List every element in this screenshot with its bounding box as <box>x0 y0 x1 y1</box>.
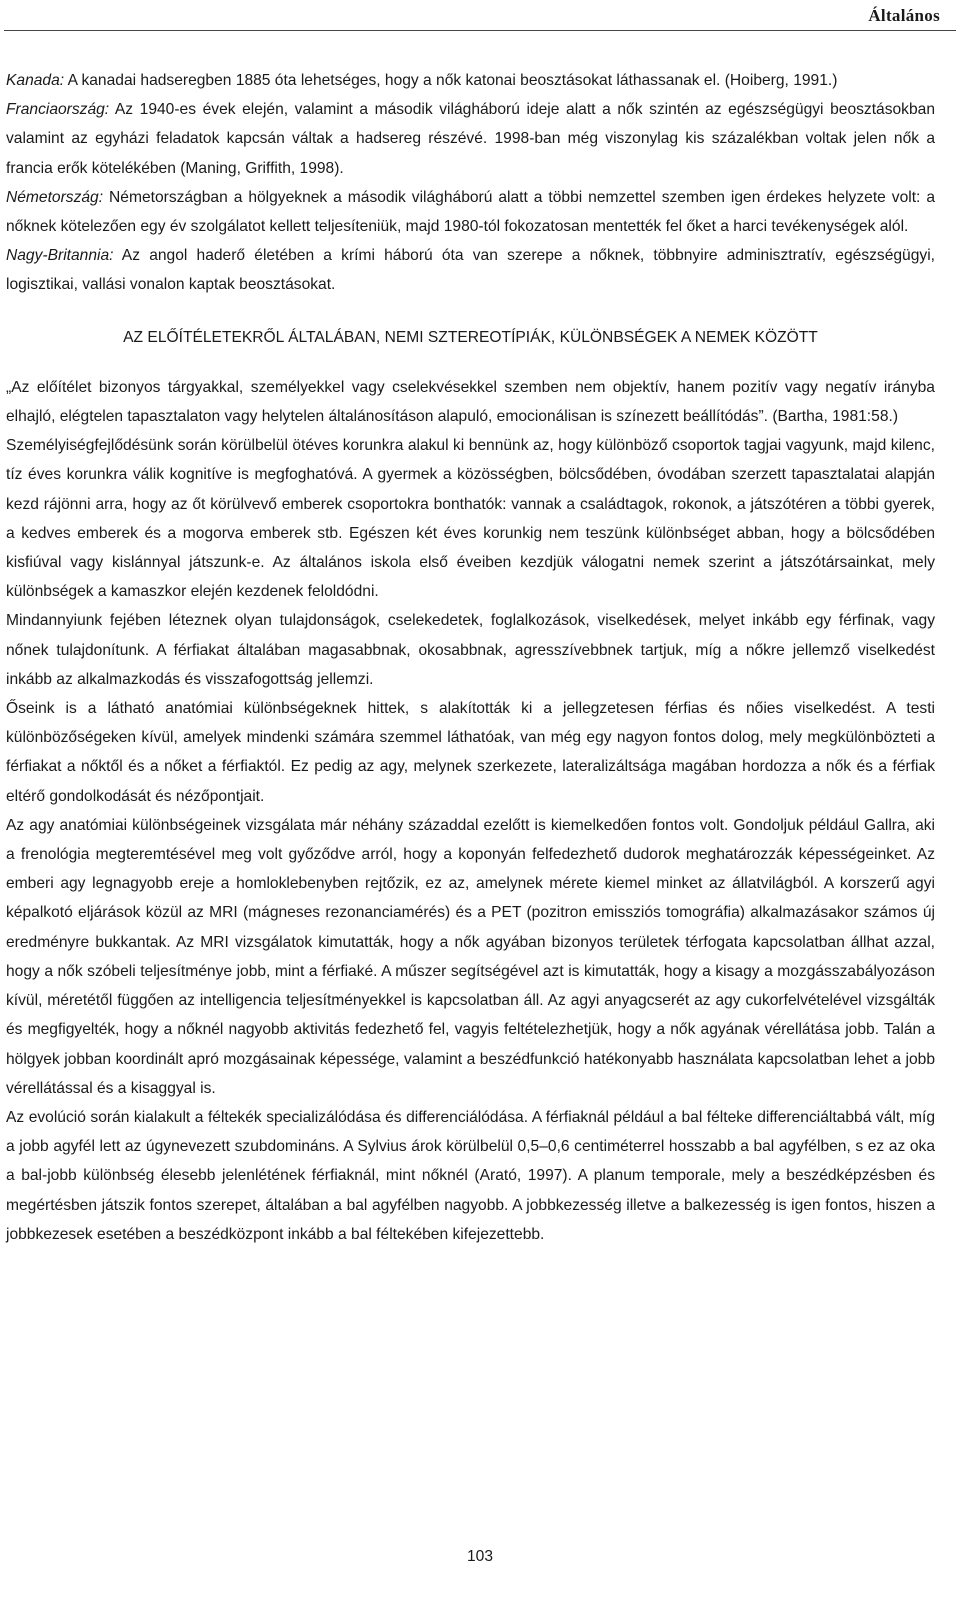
body-paragraph: Személyiségfejlődésünk során körülbelül ötéves korunkra alakul ki bennünk az, hogy különböző csoportok tagjai vagyunk, majd kilenc, tíz éves korunkra válik kognitíve is megfoghatóvá. A gyermek a közösségben, bölcsődében, óvodában szerzett tapasztalatai alapján kezd rájönni arra, hogy az őt körülvevő emberek csoportokra bonthatók: vannak a családtagok, rokonok, a játszótéren a többi gyerek, a kedves emberek és a mogorva emberek stb. Egészen két éves korunkig nem teszünk különbséget abban, hogy a bölcsődében kisfiúval vagy kislánnyal játszunk-e. Az általános iskola első éveiben kezdjük válogatni nemek szerint a játszótársainkat, mely különbségek a kamaszkor elején kezdenek feloldódni. <box>6 437 935 601</box>
page-content <box>6 66 935 1249</box>
country-name: Németország: <box>6 188 104 206</box>
country-paragraph-france <box>6 95 935 183</box>
body-paragraph: Őseink is a látható anatómiai különbségeknek hittek, s alakították ki a jellegzetesen férfias és nőies viselkedést. A testi különbözőségeken kívül, amelyek mindenki számára szemmel láthatóak, van még egy nagyon fontos dolog, mely megkülönbözteti a férfiakat a nőktől és a nőket a férfiaktól. Ez pedig az agy, melynek szerkezete, lateralizáltsága magában hordozza a nők és a férfiak eltérő gondolkodását és nézőpontjait. <box>6 700 935 805</box>
body-paragraph: „Az előítélet bizonyos tárgyakkal, személyekkel vagy cselekvésekkel szemben nem objektív, hanem pozitív vagy negatív irányba elhajló, elégtelen tapasztalaton vagy helytelen általánosításon alapuló, emocionálisan is színezett beállítódás”. (Bartha, 1981:58.) <box>6 378 935 426</box>
country-name: Franciaország: <box>6 101 110 119</box>
country-text: Az angol haderő életében a krími háború óta van szerepe a nőknek, többnyire adminisztratív, egészségügyi, logisztikai, vallási vonalon kaptak beosztásokat. <box>6 247 935 294</box>
running-title: Általános <box>868 6 940 25</box>
country-paragraph-britain <box>6 241 935 299</box>
country-paragraph-germany <box>6 183 935 241</box>
header-rule <box>4 30 956 31</box>
page-header <box>0 0 960 40</box>
country-text: A kanadai hadseregben 1885 óta lehetséges, hogy a nők katonai beosztásokat láthassanak el. (Hoiberg, 1991.) <box>64 72 838 89</box>
body-paragraph: Az agy anatómiai különbségeinek vizsgálata már néhány századdal ezelőtt is kiemelkedően fontos volt. Gondoljuk például Gallra, aki a frenológia megteremtésével meg volt győződve arról, hogy a koponyán felfedezhető dudorok meghatározzák képességeinket. Az emberi agy legnagyobb ereje a homloklebenyben rejtőzik, ez az, amelynek mérete kiemel minket az állatvilágból. A korszerű agyi képalkotó eljárások közül az MRI (mágneses rezonanciamérés) és a PET (pozitron emissziós tomográfia) alkalmazásakor számos új eredményre bukkantak. Az MRI vizsgálatok kimutatták, hogy a nők agyában bizonyos területek térfogata kapcsolatban állhat azzal, hogy a nők szóbeli teljesítménye jobb, mint a férfiaké. A műszer segítségével azt is kimutatták, hogy a kisagy a mozgásszabályozáson kívül, méretétől függően az intelligencia teljesítményekkel is kapcsolatban áll. Az agyi anyagcserét az agy cukorfelvételével vizsgálták és megfigyelték, hogy a nőknél nagyobb aktivitás fedezhető fel, vagyis feltételezhetjük, hogy a nők agyának vérellátása jobb. Talán a hölgyek jobban koordinált apró mozgásainak képessége, valamint a beszédfunkció hatékonyabb használata kapcsolatban lehet a jobb vérellátással és a kisaggyal is. <box>6 816 935 1097</box>
country-name: Nagy-Britannia: <box>6 247 114 265</box>
country-text: Németországban a hölgyeknek a második világháború alatt a többi nemzettel szemben igen érdekes helyzete volt: a nőknek kötelezően egy év szolgálatot kellett teljesíteniük, majd 1980-tól fokozatosan mentették fel őket a harci tevékenységek alól. <box>6 188 935 236</box>
section-heading: AZ ELŐÍTÉLETEKRŐL ÁLTALÁBAN, NEMI SZTEREOTÍPIÁK, KÜLÖNBSÉGEK A NEMEK KÖZÖTT <box>123 328 818 346</box>
body-paragraph: Az evolúció során kialakult a féltekék specializálódása és differenciálódása. A férfiaknál például a bal félteke differenciáltabbá vált, míg a jobb agyfél lett az úgynevezett szubdomináns. A Sylvius árok körülbelül 0,5–0,6 centiméterrel hosszabb a bal agyfélben, s ez az oka a bal-jobb különbség élesebb jelenlétének férfiaknál, mint nőknél (Arató, 1997). A planum temporale, mely a beszédképzésben és megértésben játszik fontos szerepet, általában a bal agyfélben nagyobb. A jobbkezesség illetve a balkezesség is igen fontos, hiszen a jobbkezesek esetében a beszédközpont inkább a bal féltekében kifejezettebb. <box>6 1108 935 1243</box>
country-name: Kanada: <box>6 72 65 89</box>
country-paragraph-canada <box>6 66 935 95</box>
page-number: 103 <box>466 1548 494 1565</box>
country-text: Az 1940-es évek elején, valamint a második világháború ideje alatt a nők szintén az egészségügyi beosztásokban valamint az egyházi feladatok kapcsán váltak a hadsereg részévé. 1998-ban még viszonylag kis százalékban voltak jelen nők a francia erők kötelékében (Maning, Griffith, 1998). <box>6 101 935 177</box>
body-paragraph: Mindannyiunk fejében léteznek olyan tulajdonságok, cselekedetek, foglalkozások, viselkedések, melyet inkább egy férfinak, vagy nőnek tulajdonítunk. A férfiakat általában magasabbnak, okosabbnak, agresszívebbnek tartjuk, míg a nőkre jellemző viselkedést inkább az alkalmazkodás és visszafogottság jellemzi. <box>6 612 935 688</box>
